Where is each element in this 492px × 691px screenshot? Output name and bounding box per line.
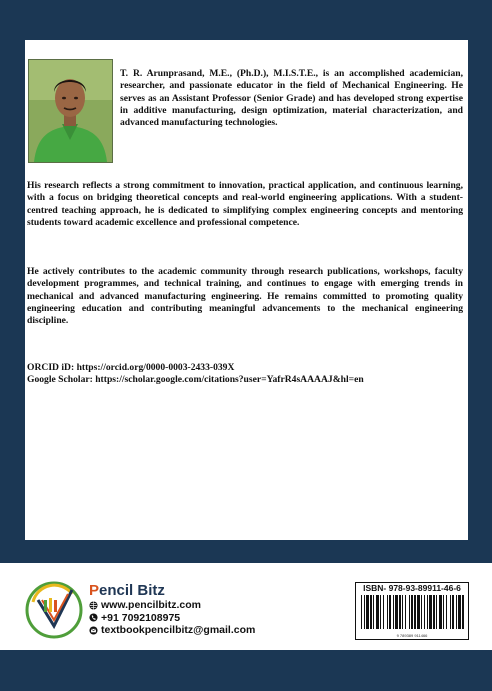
publisher-phone[interactable]	[89, 612, 255, 625]
barcode-bar	[370, 595, 372, 629]
publisher-name-initial: P	[89, 582, 100, 599]
barcode-bar	[380, 595, 381, 629]
publisher-name	[89, 583, 255, 599]
barcode-bar	[446, 595, 447, 629]
email-text: textbookpencilbitz@gmail.com	[101, 624, 256, 636]
publisher-website[interactable]	[89, 599, 255, 612]
barcode-bar	[387, 595, 388, 629]
barcode-bar	[411, 595, 413, 629]
barcode-bar	[462, 595, 464, 629]
isbn-box	[355, 582, 469, 640]
barcode-bar	[429, 595, 432, 629]
publisher-info	[89, 583, 255, 637]
barcode-bar	[439, 595, 442, 629]
barcode-bar	[433, 595, 435, 629]
phone-text: +91 7092108975	[101, 611, 181, 624]
barcode-bar	[450, 595, 451, 629]
barcode-bar	[414, 595, 416, 629]
bio-paragraph-3: He actively contributes to the academic community through research publications, workshops, faculty development programmes, and technical training, and continues to engage with emerging trends in mechanical and advanced manufacturing engineering. He remains committed to promoting quality engineering education and contributing meaningful advancements to the mechanical engineering discipline.	[27, 266, 463, 327]
barcode-bar	[427, 595, 428, 629]
barcode-bar	[421, 595, 422, 629]
author-links	[27, 362, 467, 387]
barcode-bar	[409, 595, 410, 629]
barcode-bar	[456, 595, 457, 629]
barcode-digits: 9 789389 911466	[396, 633, 428, 638]
google-scholar-link[interactable]: Google Scholar: https://scholar.google.com/citations?user=YafrR4sAAAAJ&hl=en	[27, 374, 364, 386]
barcode-bar	[424, 595, 425, 629]
phone-icon	[89, 613, 98, 622]
publisher-name-rest: encil Bitz	[99, 582, 165, 599]
barcode-bar	[458, 595, 461, 629]
barcode-bar	[395, 595, 398, 629]
barcode-bar	[436, 595, 437, 629]
isbn-label: ISBN- 978-93-89911-46-6	[363, 583, 461, 593]
email-icon	[89, 626, 98, 635]
barcode-bar	[443, 595, 444, 629]
barcode-bar	[402, 595, 403, 629]
publisher-strip	[0, 563, 492, 650]
bio-paragraph-1: T. R. Arunprasand, M.E., (Ph.D.), M.I.S.T.E., is an accomplished academician, researcher, and passionate educator in the field of Mechanical Engineering. He serves as an Assistant Professor (Senior Grade) and has developed strong expertise in additive manufacturing, design optimization, material characterization, and advanced manufacturing technologies.	[120, 68, 463, 129]
barcode-bar	[393, 595, 394, 629]
barcode-bar	[376, 595, 379, 629]
barcode-bar	[383, 595, 384, 629]
publisher-email[interactable]	[89, 624, 255, 637]
barcode-bar	[361, 595, 362, 629]
barcode-bar	[389, 595, 391, 629]
author-photo	[28, 59, 113, 163]
globe-icon	[89, 601, 98, 610]
barcode	[361, 595, 465, 631]
publisher-logo	[24, 580, 84, 640]
orcid-link[interactable]: ORCID iD: https://orcid.org/0000-0003-2433-039X	[27, 362, 235, 373]
author-bio-panel	[25, 40, 468, 540]
barcode-bar	[373, 595, 374, 629]
barcode-bar	[366, 595, 369, 629]
barcode-bar	[405, 595, 406, 629]
barcode-bar	[452, 595, 454, 629]
website-text: www.pencilbitz.com	[101, 599, 201, 611]
bio-paragraph-2: His research reflects a strong commitment to innovation, practical application, and continuous learning, with a focus on bridging theoretical concepts and real-world engineering applications. With a student-centred teaching approach, he is dedicated to simplifying complex engineering concepts and mentoring students toward academic excellence and professional competence.	[27, 180, 463, 228]
barcode-bar	[399, 595, 401, 629]
barcode-bar	[364, 595, 365, 629]
barcode-bar	[417, 595, 420, 629]
